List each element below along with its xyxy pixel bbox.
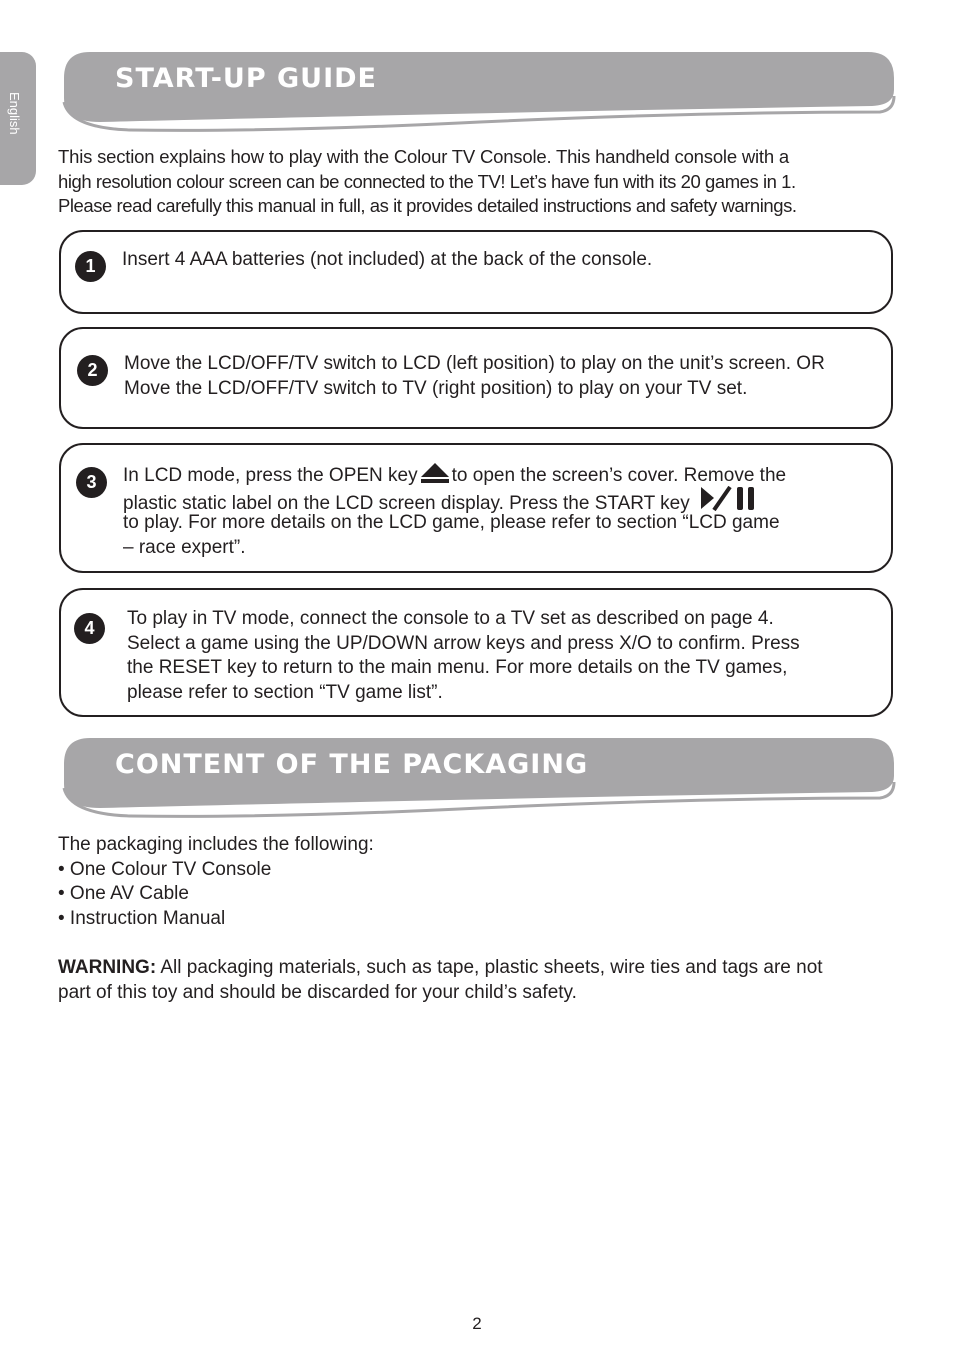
language-label: English <box>7 92 22 135</box>
step-2-line: Move the LCD/OFF/TV switch to TV (right position) to play on your TV set. <box>124 378 748 399</box>
step-number-badge: 4 <box>74 613 105 644</box>
step-3-line-4: – race expert”. <box>123 537 246 558</box>
page-number: 2 <box>472 1314 482 1333</box>
warning-line-2: part of this toy and should be discarded for your child’s safety. <box>58 981 577 1003</box>
startup-title: START-UP GUIDE <box>115 63 377 94</box>
startup-banner <box>60 50 896 132</box>
step-3-text-before-icon: In LCD mode, press the OPEN key <box>123 465 418 486</box>
intro-paragraph <box>58 145 888 219</box>
step-number-badge: 3 <box>76 467 107 498</box>
step-3-box <box>59 443 893 573</box>
step-number-badge: 2 <box>77 355 108 386</box>
packaging-banner <box>60 736 896 818</box>
packaging-list <box>58 833 888 931</box>
language-tab <box>0 52 36 185</box>
step-1-box <box>59 230 893 314</box>
step-4-box <box>59 588 893 717</box>
step-4-line: To play in TV mode, connect the console to a TV set as described on page 4. <box>127 608 774 629</box>
list-item: • Instruction Manual <box>58 907 226 929</box>
intro-line: Please read carefully this manual in full, as it provides detailed instructions and safety warnings. <box>58 195 797 216</box>
warning-label: WARNING: <box>58 957 157 978</box>
step-2-line: Move the LCD/OFF/TV switch to LCD (left position) to play on the unit’s screen. OR <box>124 353 825 374</box>
step-2-box <box>59 327 893 429</box>
list-item: • One Colour TV Console <box>58 858 272 880</box>
step-3-line-2-text: plastic static label on the LCD screen display. Press the START key <box>123 493 690 514</box>
packaging-title: CONTENT OF THE PACKAGING <box>115 749 589 780</box>
step-4-line: the RESET key to return to the main menu. For more details on the TV games, <box>127 657 788 678</box>
step-3-line-3: to play. For more details on the LCD game, please refer to section “LCD game <box>123 512 780 533</box>
warning-text: All packaging materials, such as tape, plastic sheets, wire ties and tags are not <box>156 957 823 978</box>
intro-line: high resolution colour screen can be connected to the TV! Let’s have fun with its 20 games in 1. <box>58 170 796 192</box>
step-3-text-after-icon: to open the screen’s cover. Remove the <box>451 465 787 486</box>
step-4-line: Select a game using the UP/DOWN arrow keys and press X/O to confirm. Press <box>127 633 800 654</box>
step-1-text: Insert 4 AAA batteries (not included) at the back of the console. <box>122 249 653 270</box>
list-item: • One AV Cable <box>58 883 189 905</box>
step-4-line: please refer to section “TV game list”. <box>127 682 443 703</box>
intro-line: This section explains how to play with the Colour TV Console. This handheld console with a <box>58 146 789 167</box>
warning-line-1 <box>58 956 888 981</box>
step-number-badge: 1 <box>75 251 106 282</box>
packaging-intro: The packaging includes the following: <box>58 834 374 855</box>
warning-paragraph <box>58 956 888 1005</box>
